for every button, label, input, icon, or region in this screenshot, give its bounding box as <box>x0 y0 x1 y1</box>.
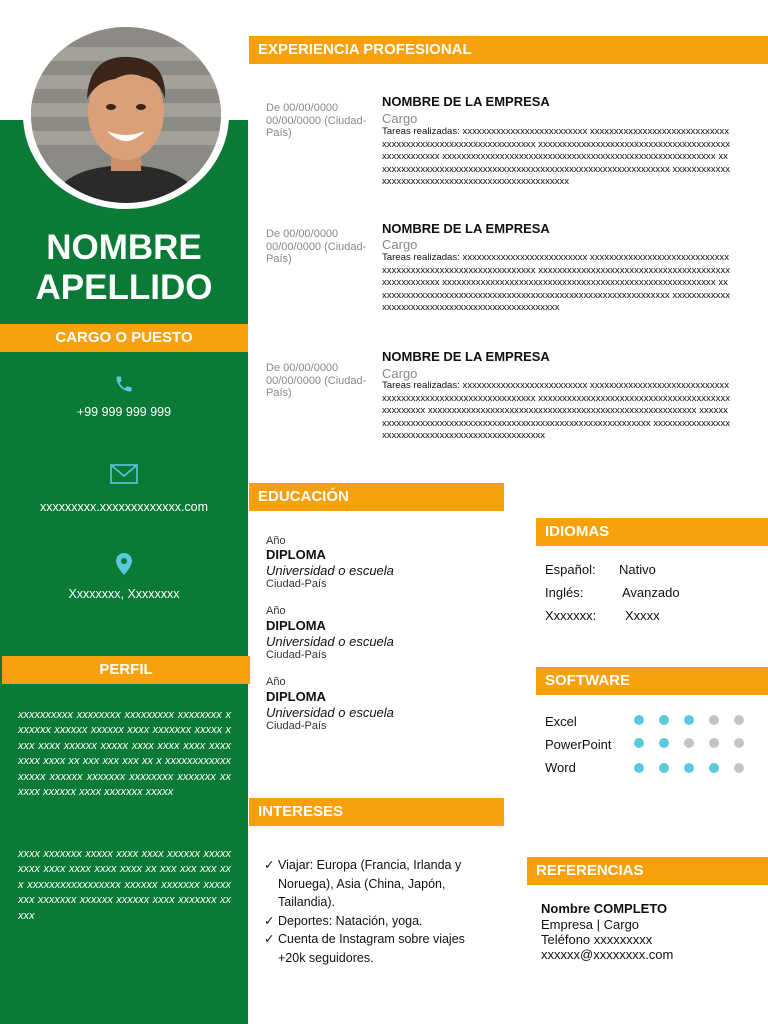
languages-title: IDIOMAS <box>545 523 610 540</box>
languages-title-bar <box>536 518 768 546</box>
software-name: Excel <box>545 714 577 729</box>
job-tasks: Tareas realizadas: xxxxxxxxxxxxxxxxxxxxxxxxxx xxxxxxxxxxxxxxxxxxxxxxxxxxxxxxxxxxxxxxxxxxxxxxxxxxxxxxxxxxxxx xxxxxxxxxxxxxxxxxxxxxxxxxxxxxxxxxxxxxxxxxxxxxxxxxxxx xxxxxxxxxxxxxxxxxxxxxxxxxxxxxxxxxxxxxxxxxxxxxxxxxxxxxxxxx xxxxxxxxxxxxxxxxxxxxxxxxxxxxxxxxxxxxxxxxxxxxxxxxxxxxxxxxxxxxxx xxxxxxxxxxxxxxxxxxxxxxxxxxxxxxxxxxxxxxxxxxxxxxxxxxx <box>382 126 731 188</box>
person-portrait-icon <box>31 27 221 203</box>
references-title: REFERENCIAS <box>536 862 644 879</box>
software-name: PowerPoint <box>545 737 612 752</box>
interest-text: Cuenta de Instagram sobre viajes +20k seguidores. <box>278 932 465 965</box>
education-year: Año <box>266 676 286 688</box>
job-role: Cargo <box>382 237 418 252</box>
reference-email: xxxxxx@xxxxxxxx.com <box>541 947 674 962</box>
first-name: NOMBRE <box>46 228 202 267</box>
skill-dot <box>684 738 694 748</box>
software-title: SOFTWARE <box>545 672 630 689</box>
education-diploma: DIPLOMA <box>266 689 326 704</box>
experience-title: EXPERIENCIA PROFESIONAL <box>258 41 472 58</box>
skill-dot <box>684 715 694 725</box>
reference-phone: Teléfono xxxxxxxxx <box>541 932 653 947</box>
experience-title-bar <box>249 36 768 64</box>
education-year: Año <box>266 605 286 617</box>
phone-icon <box>0 374 248 399</box>
reference-name: Nombre COMPLETO <box>541 901 668 916</box>
interest-text: Deportes: Natación, yoga. <box>278 913 423 928</box>
interest-text: Viajar: Europa (Francia, Irlanda y Noruega), Asia (China, Japón, Tailandia). <box>278 858 462 909</box>
language-level: Avanzado <box>622 585 680 600</box>
job-role: Cargo <box>382 111 418 126</box>
profile-paragraph: xxxxxxxxxx xxxxxxxx xxxxxxxxx xxxxxxxx xxxxxxx xxxxxx xxxxxx xxxx xxxxxxx xxxxx xxxx xxxx xxxxxx xxxxx xxxx xxxx xxxx xxxx xxxx xxxx xx xxx xxx xxx xx x xxxxxxxxxxxxxxxxx xxxxxx xxxxxxx xxxxxxxx xxxxxxx xxxxxx xxxxxx xxxx xxxxxxx xxxxx <box>18 709 231 799</box>
location: Xxxxxxxx, Xxxxxxxx <box>68 587 180 601</box>
checkmark-icon: ✓ <box>264 932 275 946</box>
reference-company-role: Empresa | Cargo <box>541 917 640 932</box>
interest-item <box>262 912 492 931</box>
job-date: De 00/00/0000 00/00/0000 (Ciudad-País) <box>266 228 367 265</box>
skill-dot <box>709 715 719 725</box>
profile-title: PERFIL <box>99 661 153 678</box>
education-diploma: DIPLOMA <box>266 618 326 633</box>
skill-dot <box>709 738 719 748</box>
language-name: Xxxxxxx: <box>545 608 597 623</box>
language-level: Nativo <box>619 562 656 577</box>
skill-dot <box>684 763 694 773</box>
last-name: APELLIDO <box>35 268 213 307</box>
job-tasks: Tareas realizadas: xxxxxxxxxxxxxxxxxxxxxxxxxx xxxxxxxxxxxxxxxxxxxxxxxxxxxxxxxxxxxxxxxxxxxxxxxxxxxxxxxxxxxxx xxxxxxxxxxxxxxxxxxxxxxxxxxxxxxxxxxxxxxxxxxxxxxxxx xxxxxxxxxxxxxxxxxxxxxxxxxxxxxxxxxxxxxxxxxxxxxxxxxxxxxxxx xxxxxxxxxxxxxxxxxxxxxxxxxxxxxxxxxxxxxxxxxxxxxxxxxxxxxxxxxxxxxx xxxxxxxxxxxxxxxxxxxxxxxxxxxxxxxxxxxxxxxxxxxxxxxxxx <box>382 380 731 442</box>
education-school: Universidad o escuela <box>266 634 394 649</box>
job-date: De 00/00/0000 00/00/0000 (Ciudad-País) <box>266 102 367 139</box>
education-year: Año <box>266 535 286 547</box>
references-title-bar <box>527 857 768 885</box>
skill-dot <box>659 738 669 748</box>
language-level: Xxxxx <box>625 608 660 623</box>
skill-dot <box>734 715 744 725</box>
skill-dot <box>634 763 644 773</box>
profile-photo <box>31 27 221 203</box>
education-city: Ciudad-País <box>266 649 327 661</box>
skill-dot <box>634 738 644 748</box>
skill-dot <box>734 738 744 748</box>
skill-dot <box>659 715 669 725</box>
job-company: NOMBRE DE LA EMPRESA <box>382 349 550 364</box>
map-pin-icon <box>0 553 248 580</box>
skill-dot <box>734 763 744 773</box>
checkmark-icon: ✓ <box>264 858 275 872</box>
software-name: Word <box>545 760 576 775</box>
job-company: NOMBRE DE LA EMPRESA <box>382 94 550 109</box>
skill-dot <box>709 763 719 773</box>
job-date: De 00/00/0000 00/00/0000 (Ciudad-País) <box>266 362 367 399</box>
envelope-icon <box>0 464 248 489</box>
education-city: Ciudad-País <box>266 578 327 590</box>
interest-item <box>262 856 492 912</box>
software-title-bar <box>536 667 768 695</box>
job-tasks: Tareas realizadas: xxxxxxxxxxxxxxxxxxxxxxxxxx xxxxxxxxxxxxxxxxxxxxxxxxxxxxxxxxxxxxxxxxxxxxxxxxxxxxxxxxxxxxx xxxxxxxxxxxxxxxxxxxxxxxxxxxxxxxxxxxxxxxxxxxxxxxxxxxx xxxxxxxxxxxxxxxxxxxxxxxxxxxxxxxxxxxxxxxxxxxxxxxxxxxxxxxxx xxxxxxxxxxxxxxxxxxxxxxxxxxxxxxxxxxxxxxxxxxxxxxxxxxxxxxxxxxxxxx xxxxxxxxxxxxxxxxxxxxxxxxxxxxxxxxxxxxxxxxxxxxxxxxx <box>382 252 731 314</box>
education-city: Ciudad-País <box>266 720 327 732</box>
interests-list <box>262 856 492 967</box>
education-title: EDUCACIÓN <box>258 488 349 505</box>
profile-paragraph: xxxx xxxxxxx xxxxx xxxx xxxx xxxxxx xxxxx xxxx xxxx xxxx xxxx xxxx xx xxx xxx xxx xx x xxxxxxxxxxxxxxxxx xxxxxx xxxxxxx xxxxxxxx xxxxxxx xxxxxx xxxxxx xxxx xxxxxxx xxxxx <box>18 848 231 922</box>
phone-number: +99 999 999 999 <box>76 405 172 419</box>
education-school: Universidad o escuela <box>266 705 394 720</box>
interests-title: INTERESES <box>258 803 344 820</box>
education-title-bar <box>249 483 504 511</box>
profile-title-bar <box>2 656 250 684</box>
interests-title-bar <box>249 798 504 826</box>
job-role: Cargo <box>382 366 418 381</box>
skill-dot <box>634 715 644 725</box>
interest-item <box>262 930 492 967</box>
education-school: Universidad o escuela <box>266 563 394 578</box>
skill-dot <box>659 763 669 773</box>
education-diploma: DIPLOMA <box>266 547 326 562</box>
email-address: xxxxxxxxx.xxxxxxxxxxxxx.com <box>39 500 209 514</box>
job-title-bar <box>0 324 248 352</box>
checkmark-icon: ✓ <box>264 913 275 928</box>
job-title: CARGO O PUESTO <box>55 329 193 346</box>
language-name: Español: <box>545 562 596 577</box>
full-name <box>0 228 248 308</box>
language-name: Inglés: <box>545 585 584 600</box>
job-company: NOMBRE DE LA EMPRESA <box>382 221 550 236</box>
